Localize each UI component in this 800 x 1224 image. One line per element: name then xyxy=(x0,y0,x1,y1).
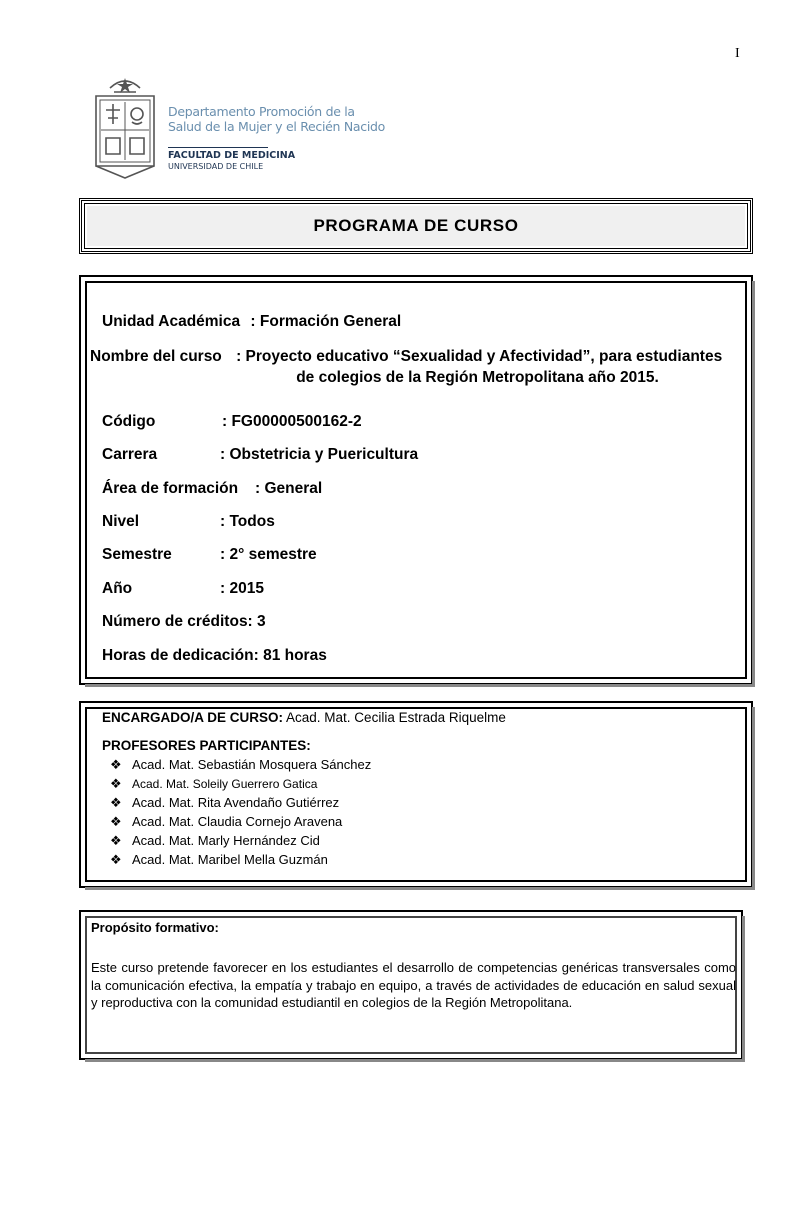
row-horas: Horas de dedicación: 81 horas xyxy=(102,647,327,664)
row-semestre xyxy=(102,546,317,564)
professor-name: Acad. Mat. Soleily Guerrero Gatica xyxy=(132,777,318,791)
list-item xyxy=(110,814,342,830)
encargado-label: ENCARGADO/A DE CURSO: xyxy=(102,710,284,725)
row-anio xyxy=(102,580,264,598)
nivel-label: Nivel xyxy=(102,513,140,530)
course-label: Nombre del curso xyxy=(90,348,222,365)
diamond-bullet-icon: ❖ xyxy=(110,814,122,829)
list-item xyxy=(110,776,317,792)
course-name xyxy=(90,346,745,388)
row-unidad xyxy=(102,313,401,331)
semestre-value: : 2° semestre xyxy=(220,546,317,563)
title-box xyxy=(79,198,753,254)
diamond-bullet-icon: ❖ xyxy=(110,795,122,810)
title-banner xyxy=(87,206,745,246)
codigo-value: : FG00000500162-2 xyxy=(222,413,362,430)
department-name xyxy=(168,104,385,134)
carrera-label: Carrera xyxy=(102,446,158,463)
department-line-2: Salud de la Mujer y el Recién Nacido xyxy=(168,119,385,134)
faculty-label: FACULTAD DE MEDICINA xyxy=(168,150,296,161)
nivel-value: : Todos xyxy=(220,513,275,530)
anio-label: Año xyxy=(102,580,133,597)
anio-value: : 2015 xyxy=(220,580,264,597)
professor-name: Acad. Mat. Claudia Cornejo Aravena xyxy=(132,814,343,829)
department-line-1: Departamento Promoción de la xyxy=(168,104,355,119)
row-nivel xyxy=(102,513,275,531)
faculty-crest-logo xyxy=(92,74,158,182)
diamond-bullet-icon: ❖ xyxy=(110,776,122,791)
encargado-row xyxy=(102,710,506,725)
professor-name: Acad. Mat. Sebastián Mosquera Sánchez xyxy=(132,757,372,772)
profesores-label: PROFESORES PARTICIPANTES: xyxy=(102,738,311,753)
unidad-label: Unidad Académica xyxy=(102,313,241,330)
purpose-text: Este curso pretende favorecer en los estudiantes el desarrollo de competencias genéricas transversales como la comunicación efectiva, la empatía y trabajo en equipo, a través de actividades de educación en salud sexual y reproductiva con la comunidad estudiantil en colegios de la Región Metropolitana. xyxy=(91,960,736,1010)
diamond-bullet-icon: ❖ xyxy=(110,757,122,772)
professor-name: Acad. Mat. Rita Avendaño Gutiérrez xyxy=(132,795,340,810)
university-label: UNIVERSIDAD DE CHILE xyxy=(168,162,264,171)
semestre-label: Semestre xyxy=(102,546,172,563)
faculty-name xyxy=(168,150,295,172)
encargado-value: Acad. Mat. Cecilia Estrada Riquelme xyxy=(286,710,506,725)
list-item xyxy=(110,795,339,811)
area-label: Área de formación xyxy=(102,480,239,497)
row-codigo xyxy=(102,413,362,431)
unidad-value: : Formación General xyxy=(250,313,402,330)
purpose-label: Propósito formativo: xyxy=(91,920,219,935)
professor-name: Acad. Mat. Marly Hernández Cid xyxy=(132,833,320,848)
professor-name: Acad. Mat. Maribel Mella Guzmán xyxy=(132,852,328,867)
list-item xyxy=(110,833,320,849)
list-item xyxy=(110,852,328,868)
row-carrera xyxy=(102,446,418,464)
diamond-bullet-icon: ❖ xyxy=(110,852,122,867)
carrera-value: : Obstetricia y Puericultura xyxy=(220,446,419,463)
divider xyxy=(168,147,268,148)
codigo-label: Código xyxy=(102,413,156,430)
area-value: : General xyxy=(255,480,323,497)
course-value-line-1: : Proyecto educativo “Sexualidad y Afectividad”, para estudiantes xyxy=(236,348,723,365)
list-item xyxy=(110,757,371,773)
course-value-line-2: de colegios de la Región Metropolitana año 2015. xyxy=(296,369,659,386)
page-title: PROGRAMA DE CURSO xyxy=(313,216,519,235)
page-number: I xyxy=(735,46,740,61)
row-creditos: Número de créditos: 3 xyxy=(102,613,266,630)
diamond-bullet-icon: ❖ xyxy=(110,833,122,848)
row-area xyxy=(102,480,322,498)
